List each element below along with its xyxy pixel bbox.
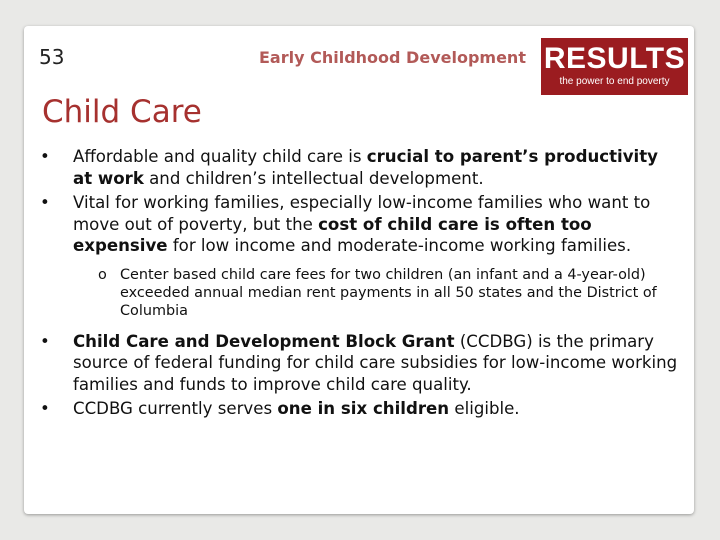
- slide-number: 53: [39, 45, 65, 69]
- bullet-icon: •: [40, 399, 50, 418]
- bullet-item: [40, 398, 680, 420]
- bullet-bold-text: Child Care and Development Block Grant: [73, 331, 455, 351]
- page-title: Child Care: [42, 94, 202, 130]
- section-label: Early Childhood Development: [259, 48, 526, 67]
- results-logo: [541, 38, 688, 95]
- sub-bullet-icon: o: [98, 266, 107, 283]
- bullet-item: [40, 146, 680, 189]
- bullet-bold-text: cost of child care is often too expensive: [73, 214, 592, 255]
- bullet-icon: •: [40, 147, 50, 166]
- bullet-text: and children’s intellectual development.: [143, 168, 484, 188]
- bullet-bold-text: crucial to parent’s productivity at work: [73, 147, 658, 188]
- bullet-item: [40, 192, 680, 257]
- bullet-text: Vital for working families, especially low-income families who want to move out of poverty, but the: [73, 193, 651, 234]
- bullet-text: eligible.: [449, 399, 520, 418]
- logo-tagline: the power to end poverty: [559, 76, 670, 87]
- logo-name: RESULTS: [543, 42, 686, 75]
- bullet-text: Affordable and quality child care is: [73, 147, 367, 166]
- bullet-icon: •: [40, 193, 50, 212]
- sub-bullet-item: [40, 266, 680, 320]
- bullet-text: CCDBG currently serves: [73, 399, 278, 418]
- bullet-list: [40, 146, 680, 420]
- bullet-text: (CCDBG) is the primary source of federal funding for child care subsidies for low-income working families and funds to improve child care quality.: [73, 331, 678, 394]
- slide: [24, 26, 694, 514]
- bullet-bold-text: one in six children: [277, 399, 450, 418]
- sub-bullet-text: Center based child care fees for two children (an infant and a 4-year-old) exceeded annual median rent payments in all 50 states and the District of Columbia: [120, 266, 657, 319]
- bullet-icon: •: [40, 331, 50, 351]
- bullet-item: [40, 331, 680, 396]
- bullet-text: for low income and moderate-income working families.: [167, 236, 632, 255]
